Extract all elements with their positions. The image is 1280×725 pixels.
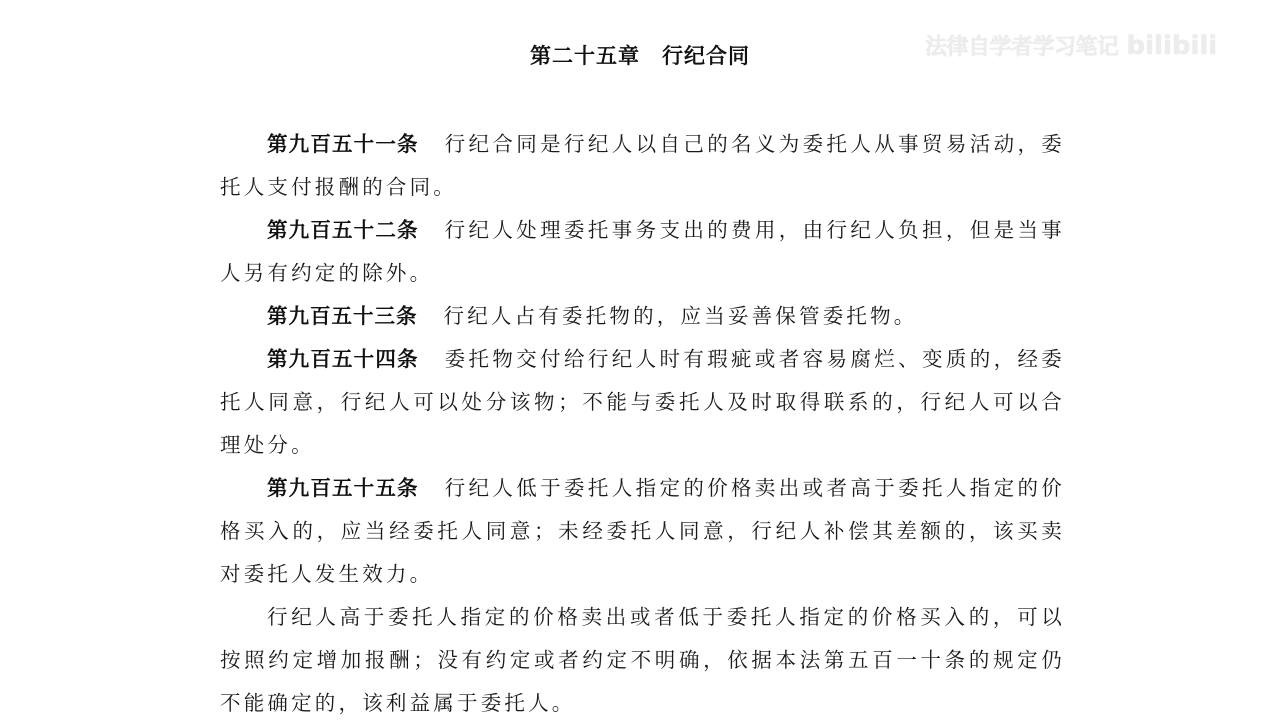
article-label: 第九百五十四条 xyxy=(267,347,419,371)
bilibili-logo: bilibili xyxy=(1126,31,1218,61)
article-label: 第九百五十三条 xyxy=(267,304,418,328)
article-955 xyxy=(220,467,1065,596)
article-text: 委托物交付给行纪人时有瑕疵或者容易腐烂、变质的，经委托人同意，行纪人可以处分该物；不能与委托人及时取得联系的，行纪人可以合理处分。 xyxy=(220,347,1066,457)
paragraph-text: 行纪人高于委托人指定的价格卖出或者低于委托人指定的价格买入的，可以按照约定增加报酬；没有约定或者约定不明确，依据本法第五百一十条的规定仍不能确定的，该利益属于委托人。 xyxy=(220,605,1065,715)
article-text: 行纪人低于委托人指定的价格卖出或者高于委托人指定的价格买入的，应当经委托人同意；未经委托人同意，行纪人补偿其差额的，该买卖对委托人发生效力。 xyxy=(220,476,1066,586)
article-954 xyxy=(220,338,1065,467)
article-label: 第九百五十五条 xyxy=(267,476,419,500)
article-label: 第九百五十一条 xyxy=(267,132,419,156)
article-952 xyxy=(220,209,1065,295)
article-text: 行纪人占有委托物的，应当妥善保管委托物。 xyxy=(443,304,918,328)
article-951 xyxy=(220,123,1065,209)
article-955-paragraph-2 xyxy=(220,596,1065,725)
article-953 xyxy=(220,295,1065,338)
article-text: 行纪人处理委托事务支出的费用，由行纪人负担，但是当事人另有约定的除外。 xyxy=(220,218,1066,285)
article-text: 行纪合同是行纪人以自己的名义为委托人从事贸易活动，委托人支付报酬的合同。 xyxy=(220,132,1066,199)
chapter-title: 第二十五章 行纪合同 xyxy=(530,44,750,68)
article-label: 第九百五十二条 xyxy=(267,218,419,242)
watermark-text: 法律自学者学习笔记 xyxy=(925,35,1119,60)
document-body xyxy=(220,123,1065,725)
